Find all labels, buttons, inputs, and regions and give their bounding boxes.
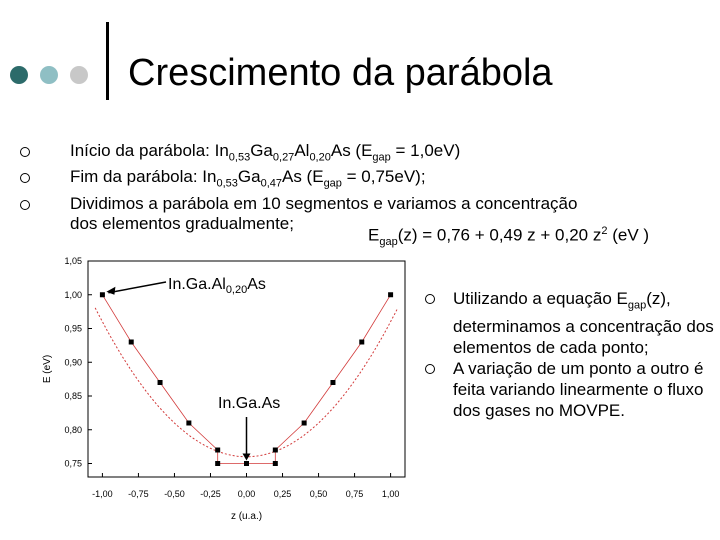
bullet-icon <box>20 200 30 210</box>
dot-gray <box>70 66 88 84</box>
bullet-text: Dividimos a parábola em 10 segmentos e variamos a concentração <box>70 193 578 213</box>
bullet-sub: gap <box>372 151 391 164</box>
bullet-text: = 0,75eV); <box>341 167 426 187</box>
x-tick-label: 0,50 <box>309 489 328 499</box>
bullet-icon <box>425 294 435 304</box>
right-bullets <box>425 288 715 421</box>
y-tick-label: 1,00 <box>64 289 82 300</box>
bullet-item <box>20 167 710 193</box>
annotation-text: In.Ga.Al <box>168 276 226 293</box>
data-point <box>388 292 393 297</box>
bullet-sub: 0,47 <box>260 177 282 190</box>
annotation-ingaal <box>168 276 266 296</box>
bullet-text: Início da parábola: In <box>70 141 229 160</box>
x-axis-label: z (u.a.) <box>230 511 263 522</box>
x-tick-label: -1,00 <box>92 489 113 499</box>
data-point <box>158 380 163 385</box>
x-tick-label: -0,75 <box>128 489 149 499</box>
data-point <box>330 380 335 385</box>
formula-sub: gap <box>379 236 398 249</box>
slide-title: Crescimento da parábola <box>128 52 553 94</box>
data-point <box>273 461 278 466</box>
formula-sup: 2 <box>601 225 608 237</box>
data-point <box>244 461 249 466</box>
bullet-list <box>20 141 710 234</box>
bullet-sub: 0,53 <box>228 151 251 164</box>
bullet-icon <box>20 173 30 183</box>
bullet-text: As (E <box>330 141 373 160</box>
data-point <box>215 448 220 453</box>
x-tick-label: 0,00 <box>237 489 256 499</box>
bullet-text: Fim da parábola: In <box>70 167 217 187</box>
x-tick-label: 0,75 <box>345 489 364 499</box>
data-point <box>186 421 191 426</box>
x-tick-label: 1,00 <box>381 489 400 499</box>
x-tick-label: -0,50 <box>164 489 185 499</box>
annotation-ingaas: In.Ga.As <box>218 395 281 412</box>
right-bullet-item <box>425 288 715 358</box>
data-point <box>215 461 220 466</box>
y-tick-label: 1,05 <box>64 256 82 266</box>
data-point <box>100 292 105 297</box>
data-point <box>302 421 307 426</box>
x-tick-label: 0,25 <box>273 489 292 499</box>
bullet-text: = 1,0eV) <box>390 141 461 160</box>
y-tick-label: 0,90 <box>64 357 82 368</box>
right-bullet-text: (z), determinamos a concentração dos elementos de cada ponto; <box>453 289 714 358</box>
formula-text: (z) = 0,76 + 0,49 z + 0,20 z <box>397 225 602 245</box>
right-bullet-text: A variação de um ponto a outro é feita variando linearmente o fluxo dos gases no MOVPE. <box>453 359 704 421</box>
bullet-icon <box>20 147 30 157</box>
bullet-sub: 0,27 <box>272 151 295 164</box>
dot-light <box>40 66 58 84</box>
y-tick-label: 0,80 <box>64 424 82 435</box>
formula-text: (eV ) <box>607 225 650 245</box>
bullet-text: Al <box>294 141 310 160</box>
annotation-text: As <box>247 276 266 293</box>
data-point <box>359 340 364 345</box>
right-bullet-item <box>425 358 715 421</box>
bullet-icon <box>425 364 435 374</box>
bullet-text: As (E <box>282 167 324 187</box>
right-bullet-text: Utilizando a equação E <box>453 289 628 308</box>
bullet-sub: 0,20 <box>309 151 331 164</box>
title-divider <box>106 22 109 100</box>
bullet-text: Ga <box>237 167 261 187</box>
right-bullet-sub: gap <box>627 299 647 312</box>
data-point <box>273 448 278 453</box>
x-tick-label: -0,25 <box>200 489 221 499</box>
y-tick-label: 0,95 <box>64 323 82 334</box>
data-point <box>129 340 134 345</box>
bullet-sub: gap <box>323 177 342 190</box>
formula <box>368 225 649 248</box>
bullet-text: dos elementos gradualmente; <box>70 213 294 233</box>
y-axis-label: E (eV) <box>42 354 53 384</box>
y-tick-label: 0,85 <box>64 391 82 401</box>
bullet-text: Ga <box>250 141 273 160</box>
bullet-sub: 0,53 <box>216 177 238 190</box>
y-tick-label: 0,75 <box>64 458 82 469</box>
dot-dark <box>10 66 28 84</box>
formula-text: E <box>368 225 380 245</box>
bullet-item <box>20 141 710 167</box>
decorative-dots <box>10 66 100 84</box>
annotation-sub: 0,20 <box>225 284 248 297</box>
